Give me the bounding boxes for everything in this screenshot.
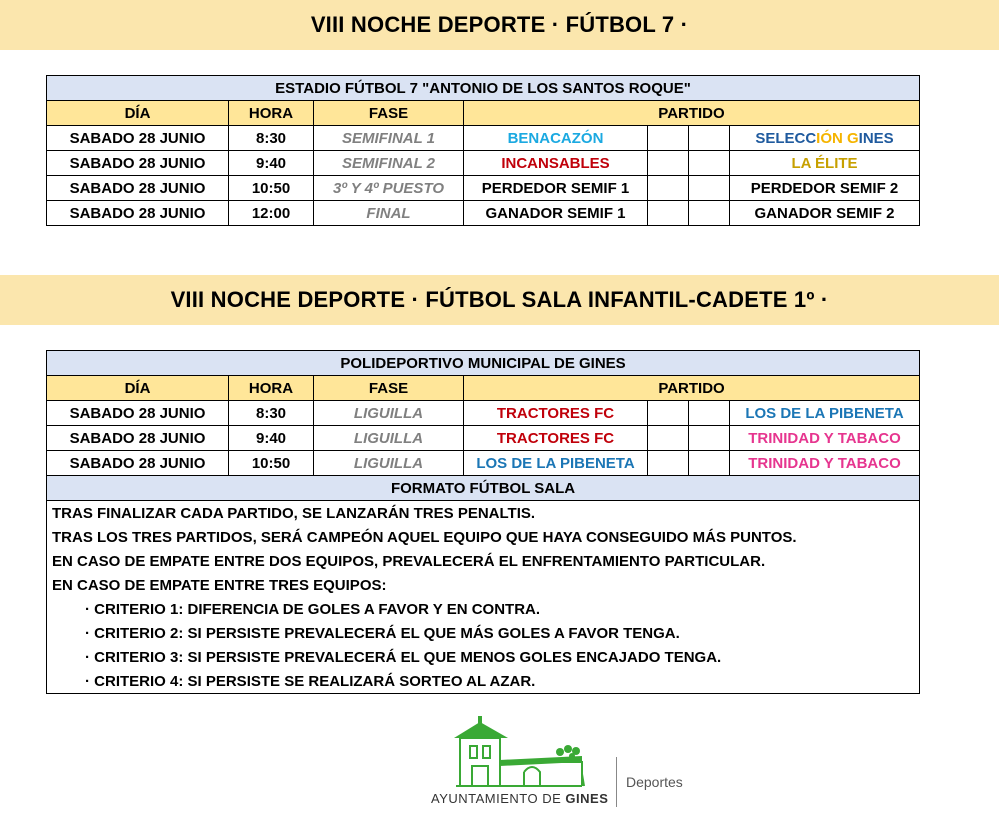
cell-team-home: GANADOR SEMIF 1 bbox=[464, 201, 648, 226]
rule-row bbox=[47, 501, 920, 526]
criterion-row bbox=[47, 621, 920, 645]
header-fase: FASE bbox=[314, 101, 464, 126]
team-name-part: G bbox=[847, 129, 859, 147]
cell-dia: SABADO 28 JUNIO bbox=[47, 401, 229, 426]
cell-hora: 10:50 bbox=[229, 176, 314, 201]
format-title-row bbox=[47, 476, 920, 501]
rule-text: EN CASO DE EMPATE ENTRE DOS EQUIPOS, PREVALECERÁ EL ENFRENTAMIENTO PARTICULAR. bbox=[47, 549, 920, 573]
table-row bbox=[47, 451, 920, 476]
cell-score-home bbox=[648, 151, 689, 176]
venue-title: POLIDEPORTIVO MUNICIPAL DE GINES bbox=[47, 351, 920, 376]
cell-hora: 9:40 bbox=[229, 151, 314, 176]
cell-team-away: LOS DE LA PIBENETA bbox=[730, 401, 920, 426]
rule-text: EN CASO DE EMPATE ENTRE TRES EQUIPOS: bbox=[47, 573, 920, 597]
cell-team-home: BENACAZÓN bbox=[464, 126, 648, 151]
table-row bbox=[47, 401, 920, 426]
rule-row bbox=[47, 573, 920, 597]
banner-futbol7: VIII NOCHE DEPORTE · FÚTBOL 7 · bbox=[0, 0, 999, 50]
cell-team-away bbox=[730, 126, 920, 151]
cell-score-away bbox=[689, 426, 730, 451]
criterion-text: · CRITERIO 2: SI PERSISTE PREVALECERÁ EL QUE MÁS GOLES A FAVOR TENGA. bbox=[47, 621, 920, 645]
criterion-text: · CRITERIO 1: DIFERENCIA DE GOLES A FAVOR Y EN CONTRA. bbox=[47, 597, 920, 621]
cell-team-home: INCANSABLES bbox=[464, 151, 648, 176]
cell-score-away bbox=[689, 201, 730, 226]
header-hora: HORA bbox=[229, 101, 314, 126]
table-row bbox=[47, 126, 920, 151]
rule-text: TRAS LOS TRES PARTIDOS, SERÁ CAMPEÓN AQUEL EQUIPO QUE HAYA CONSEGUIDO MÁS PUNTOS. bbox=[47, 525, 920, 549]
table-row bbox=[47, 201, 920, 226]
cell-score-away bbox=[689, 451, 730, 476]
cell-team-away: LA ÉLITE bbox=[730, 151, 920, 176]
logo-text-part: AYUNTAMIENTO DE bbox=[431, 791, 566, 806]
table-header-row bbox=[47, 101, 920, 126]
cell-hora: 10:50 bbox=[229, 451, 314, 476]
cell-score-home bbox=[648, 201, 689, 226]
rule-text: TRAS FINALIZAR CADA PARTIDO, SE LANZARÁN TRES PENALTIS. bbox=[47, 501, 920, 526]
team-name-part: SELECC bbox=[755, 129, 817, 147]
table-row bbox=[47, 426, 920, 451]
criterion-row bbox=[47, 669, 920, 694]
cell-team-home: PERDEDOR SEMIF 1 bbox=[464, 176, 648, 201]
cell-fase: 3º Y 4º PUESTO bbox=[314, 176, 464, 201]
cell-score-home bbox=[648, 451, 689, 476]
cell-team-home: TRACTORES FC bbox=[464, 426, 648, 451]
table-caption-row bbox=[47, 76, 920, 101]
criterion-row bbox=[47, 645, 920, 669]
logo-text-part: GINES bbox=[565, 791, 609, 806]
table-caption-row bbox=[47, 351, 920, 376]
format-title: FORMATO FÚTBOL SALA bbox=[47, 476, 920, 501]
cell-fase: LIGUILLA bbox=[314, 401, 464, 426]
cell-score-away bbox=[689, 401, 730, 426]
cell-dia: SABADO 28 JUNIO bbox=[47, 201, 229, 226]
cell-hora: 8:30 bbox=[229, 401, 314, 426]
cell-fase: LIGUILLA bbox=[314, 426, 464, 451]
team-name-part: IÓN bbox=[816, 129, 847, 147]
header-dia: DÍA bbox=[47, 101, 229, 126]
cell-dia: SABADO 28 JUNIO bbox=[47, 176, 229, 201]
futbol-sala-schedule-table bbox=[46, 350, 920, 694]
cell-dia: SABADO 28 JUNIO bbox=[47, 151, 229, 176]
cell-score-away bbox=[689, 176, 730, 201]
logo-wordmark bbox=[431, 791, 608, 806]
cell-score-away bbox=[689, 126, 730, 151]
cell-dia: SABADO 28 JUNIO bbox=[47, 426, 229, 451]
rule-row bbox=[47, 549, 920, 573]
criterion-row bbox=[47, 597, 920, 621]
criterion-text: · CRITERIO 4: SI PERSISTE SE REALIZARÁ SORTEO AL AZAR. bbox=[47, 669, 920, 694]
cell-score-home bbox=[648, 426, 689, 451]
cell-team-away: TRINIDAD Y TABACO bbox=[730, 451, 920, 476]
cell-team-away: TRINIDAD Y TABACO bbox=[730, 426, 920, 451]
futbol7-schedule-table bbox=[46, 75, 920, 226]
header-hora: HORA bbox=[229, 376, 314, 401]
venue-title: ESTADIO FÚTBOL 7 "ANTONIO DE LOS SANTOS ROQUE" bbox=[47, 76, 920, 101]
rule-row bbox=[47, 525, 920, 549]
cell-dia: SABADO 28 JUNIO bbox=[47, 126, 229, 151]
cell-score-home bbox=[648, 126, 689, 151]
cell-score-away bbox=[689, 151, 730, 176]
header-partido: PARTIDO bbox=[464, 376, 920, 401]
cell-team-home: LOS DE LA PIBENETA bbox=[464, 451, 648, 476]
cell-score-home bbox=[648, 176, 689, 201]
cell-fase: SEMIFINAL 2 bbox=[314, 151, 464, 176]
cell-team-away: PERDEDOR SEMIF 2 bbox=[730, 176, 920, 201]
team-name-part: INES bbox=[858, 129, 894, 147]
criterion-text: · CRITERIO 3: SI PERSISTE PREVALECERÁ EL QUE MENOS GOLES ENCAJADO TENGA. bbox=[47, 645, 920, 669]
table-row bbox=[47, 151, 920, 176]
cell-fase: SEMIFINAL 1 bbox=[314, 126, 464, 151]
cell-hora: 8:30 bbox=[229, 126, 314, 151]
logo-department: Deportes bbox=[626, 774, 683, 790]
cell-fase: FINAL bbox=[314, 201, 464, 226]
cell-hora: 12:00 bbox=[229, 201, 314, 226]
cell-fase: LIGUILLA bbox=[314, 451, 464, 476]
cell-dia: SABADO 28 JUNIO bbox=[47, 451, 229, 476]
banner-futbol-sala: VIII NOCHE DEPORTE · FÚTBOL SALA INFANTIL-CADETE 1º · bbox=[0, 275, 999, 325]
logo-divider bbox=[616, 757, 617, 807]
header-partido: PARTIDO bbox=[464, 101, 920, 126]
table-header-row bbox=[47, 376, 920, 401]
cell-team-away: GANADOR SEMIF 2 bbox=[730, 201, 920, 226]
cell-score-home bbox=[648, 401, 689, 426]
cell-hora: 9:40 bbox=[229, 426, 314, 451]
table-row bbox=[47, 176, 920, 201]
header-dia: DÍA bbox=[47, 376, 229, 401]
header-fase: FASE bbox=[314, 376, 464, 401]
cell-team-home: TRACTORES FC bbox=[464, 401, 648, 426]
